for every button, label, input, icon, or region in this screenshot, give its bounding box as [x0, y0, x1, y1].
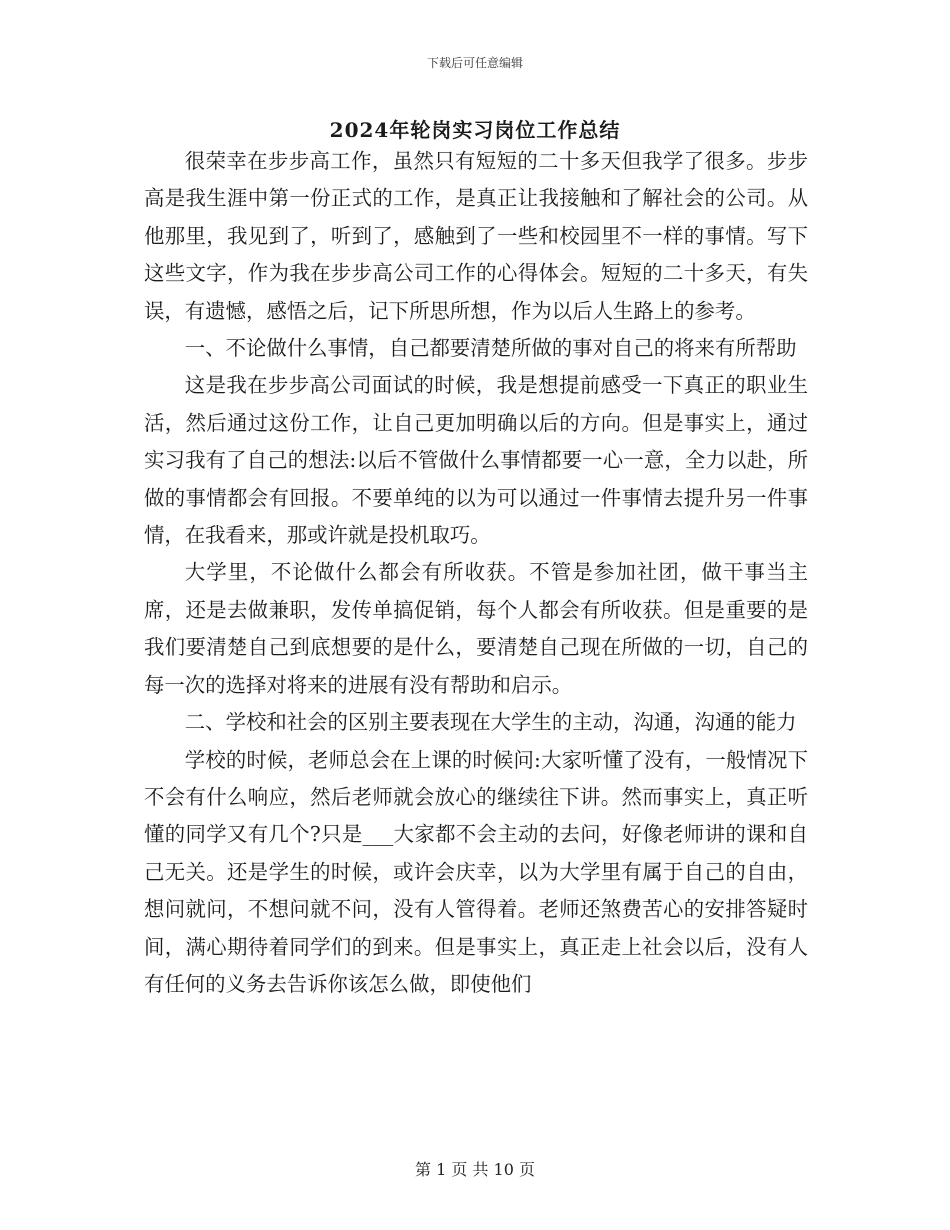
page-number-footer: 第 1 页 共 10 页: [415, 1160, 535, 1179]
section-heading-2: 二、学校和社会的区别主要表现在大学生的主动，沟通，沟通的能力: [184, 710, 797, 735]
paragraph-intro: 很荣幸在步步高工作，虽然只有短短的二十多天但我学了很多。步步高是我生涯中第一份正式的工作，是真正让我接触和了解社会的公司。从他那里，我见到了，听到了，感触到了一些和校园里不一样的事情。写下这些文字，作为我在步步高公司工作的心得体会。短短的二十多天，有失误，有遗憾，感悟之后，记下所思所想，作为以后人生路上的参考。: [144, 149, 808, 323]
paragraph-section-1-b: 大学里，不论做什么都会有所收获。不管是参加社团，做干事当主席，还是去做兼职，发传单搞促销，每个人都会有所收获。但是重要的是我们要清楚自己到底想要的是什么，要清楚自己现在所做的一切，自己的每一次的选择对将来的进展有没有帮助和启示。: [144, 560, 808, 697]
document-body: [144, 143, 808, 1003]
paragraph-section-1-a: 这是我在步步高公司面试的时候，我是想提前感受一下真正的职业生活，然后通过这份工作，让自己更加明确以后的方向。但是事实上，通过实习我有了自己的想法:以后不管做什么事情都要一心一意，全力以赴，所做的事情都会有回报。不要单纯的以为可以通过一件事情去提升另一件事情，在我看来，那或许就是投机取巧。: [144, 373, 808, 548]
document-title: 2024年轮岗实习岗位工作总结: [329, 118, 621, 142]
section-heading-1: 一、不论做什么事情，自己都要清楚所做的事对自己的将来有所帮助: [184, 336, 797, 361]
page-header-note: 下载后可任意编辑: [426, 56, 523, 70]
paragraph-section-2-a: 学校的时候，老师总会在上课的时候问:大家听懂了没有，一般情况下不会有什么响应，然后老师就会放心的继续往下讲。然而事实上，真正听懂的同学又有几个?只是___大家都不会主动的去问，好像老师讲的课和自己无关。还是学生的时候，或许会庆幸，以为大学里有属于自己的自由，想问就问，不想问就不问，没有人管得着。老师还煞费苦心的安排答疑时间，满心期待着同学们的到来。但是事实上，真正走上社会以后，没有人有任何的义务去告诉你该怎么做，即使他们: [144, 747, 808, 996]
